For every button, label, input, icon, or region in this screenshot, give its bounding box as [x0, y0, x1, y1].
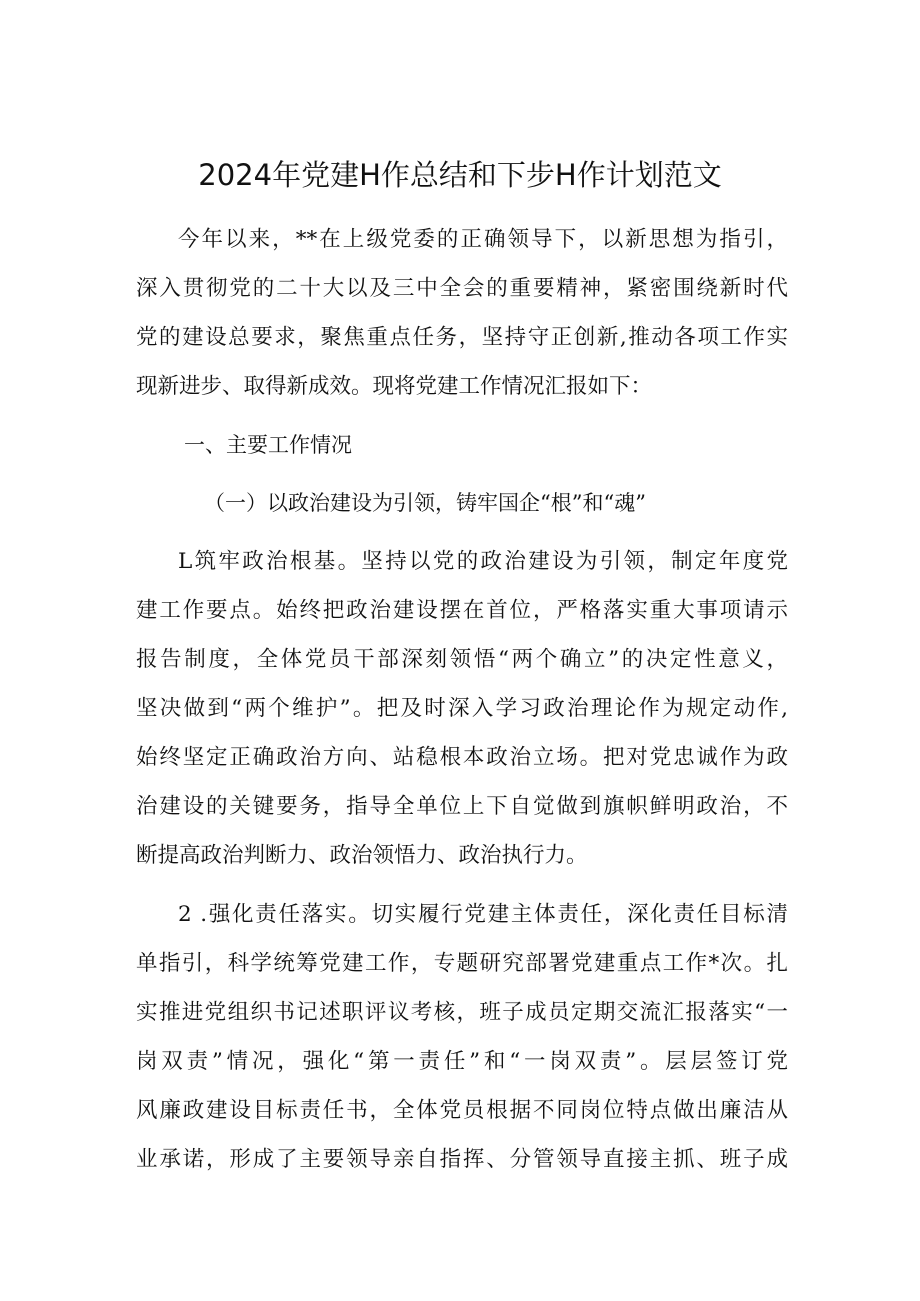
paragraph-line: 党的建设总要求，聚焦重点任务，坚持守正创新,推动各项工作实 [136, 325, 788, 350]
paragraph-line: 业承诺，形成了主要领导亲自指挥、分管领导直接主抓、班子成 [136, 1147, 788, 1172]
paragraph-line: 报告制度，全体党员干部深刻领悟“两个确立”的决定性意义， [136, 647, 788, 672]
subsection-heading: （一）以政治建设为引领，铸牢国企“根”和“魂” [204, 491, 646, 515]
paragraph-line: 风廉政建设目标责任书，全体党员根据不同岗位特点做出廉洁从 [136, 1098, 788, 1123]
paragraph-line: 治建设的关键要务，指导全单位上下自觉做到旗帜鲜明政治，不 [136, 794, 788, 819]
paragraph-line: 深入贯彻党的二十大以及三中全会的重要精神，紧密围绕新时代 [136, 276, 788, 301]
paragraph-line: 实推进党组织书记述职评议考核，班子成员定期交流汇报落实“一 [136, 1000, 788, 1025]
section-heading: 一、主要工作情况 [184, 433, 352, 457]
paragraph-line: 岗双责”情况，强化“第一责任”和“一岗双责”。层层签订党 [136, 1049, 788, 1074]
paragraph-line: 坚决做到“两个维护”。把及时深入学习政治理论作为规定动作, [136, 696, 788, 721]
paragraph-line: 始终坚定正确政治方向、站稳根本政治立场。把对党忠诚作为政 [136, 745, 788, 770]
paragraph-line: 2 .强化责任落实。切实履行党建主体责任，深化责任目标清 [178, 902, 788, 927]
paragraph-line: 建工作要点。始终把政治建设摆在首位，严格落实重大事项请示 [136, 598, 788, 623]
document-title: 2024年党建H作总结和下步H作计划范文 [198, 158, 722, 192]
paragraph-line: L筑牢政治根基。坚持以党的政治建设为引领，制定年度党 [178, 549, 788, 574]
paragraph-line: 断提高政治判断力、政治领悟力、政治执行力。 [136, 843, 588, 868]
paragraph-line: 今年以来，**在上级党委的正确领导下，以新思想为指引， [178, 227, 788, 252]
paragraph-line: 单指引，科学统筹党建工作，专题研究部署党建重点工作*次。扎 [136, 951, 788, 976]
paragraph-line: 现新进步、取得新成效。现将党建工作情况汇报如下： [136, 374, 653, 399]
